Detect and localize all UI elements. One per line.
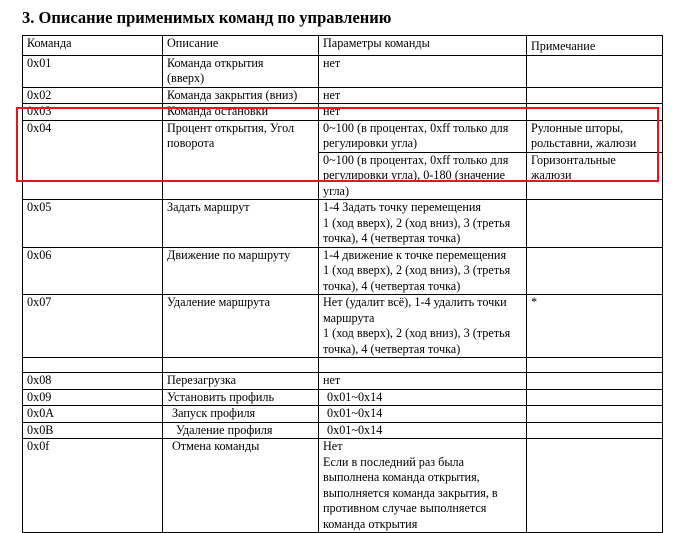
cell-description: Перезагрузка: [163, 373, 319, 390]
cell-note: [527, 55, 663, 87]
cell-note: [527, 439, 663, 533]
table-row: [23, 422, 663, 439]
cell-note: [527, 389, 663, 406]
cell-description: Процент открытия, Угол поворота: [163, 120, 319, 200]
table-row: [23, 358, 663, 373]
cell-command: 0x01: [23, 55, 163, 87]
cell-command: 0x06: [23, 247, 163, 295]
header-note: Примечание: [527, 36, 663, 56]
cell-parameters: нет: [319, 373, 527, 390]
cell-parameters: Нет (удалит всё), 1-4 удалить точки маршрута 1 (ход вверх), 2 (ход вниз), 3 (третья точка), 4 (четвертая точка): [319, 295, 527, 358]
cell-note: [527, 406, 663, 423]
table-header-row: [23, 36, 663, 56]
cell-note: Рулонные шторы, рольставни, жалюзи: [527, 120, 663, 152]
table-row: [23, 200, 663, 248]
cell-command: 0x0f: [23, 439, 163, 533]
table-row: [23, 406, 663, 423]
cell-command: 0x03: [23, 104, 163, 121]
table-row: [23, 373, 663, 390]
cell-parameters: 0x01~0x14: [319, 389, 527, 406]
table-row: [23, 55, 663, 87]
table-row: [23, 295, 663, 358]
table-row: [23, 104, 663, 121]
commands-table: [22, 35, 663, 533]
cell-command: [23, 358, 163, 373]
cell-parameters: [319, 358, 527, 373]
cell-description: Команда остановки: [163, 104, 319, 121]
cell-note: [527, 87, 663, 104]
cell-command: 0x08: [23, 373, 163, 390]
cell-description: Установить профиль: [163, 389, 319, 406]
cell-note: [527, 358, 663, 373]
cell-command: 0x02: [23, 87, 163, 104]
cell-description: Команда закрытия (вниз): [163, 87, 319, 104]
table-row: [23, 120, 663, 152]
cell-description: Запуск профиля: [163, 406, 319, 423]
cell-description: Задать маршрут: [163, 200, 319, 248]
cell-parameters: нет: [319, 104, 527, 121]
header-command: Команда: [23, 36, 163, 56]
cell-command: 0x07: [23, 295, 163, 358]
cell-description: [163, 358, 319, 373]
cell-parameters: 0x01~0x14: [319, 406, 527, 423]
cell-description: Отмена команды: [163, 439, 319, 533]
table-row: [23, 439, 663, 533]
cell-description: Движение по маршруту: [163, 247, 319, 295]
cell-parameters: Нет Если в последний раз была выполнена команда открытия, выполняется команда закрытия, в противном случае выполняется команда открытия: [319, 439, 527, 533]
section-heading: 3. Описание применимых команд по управлению: [22, 8, 392, 27]
cell-note: [527, 373, 663, 390]
cell-note: *: [527, 295, 663, 358]
cell-description: Удаление маршрута: [163, 295, 319, 358]
cell-command: 0x0A: [23, 406, 163, 423]
cell-parameters: 1-4 движение к точке перемещения 1 (ход вверх), 2 (ход вниз), 3 (третья точка), 4 (четвертая точка): [319, 247, 527, 295]
cell-note: [527, 422, 663, 439]
table-row: [23, 87, 663, 104]
cell-command: 0x04: [23, 120, 163, 200]
table-row: [23, 389, 663, 406]
cell-note: [527, 247, 663, 295]
cell-command: 0x05: [23, 200, 163, 248]
cell-note: Горизонтальные жалюзи: [527, 152, 663, 200]
cell-command: 0x09: [23, 389, 163, 406]
cell-description: Команда открытия (вверх): [163, 55, 319, 87]
table-row: [23, 247, 663, 295]
cell-note: [527, 104, 663, 121]
cell-parameters: 0~100 (в процентах, 0xff только для регулировки угла), 0-180 (значение угла): [319, 152, 527, 200]
cell-parameters: нет: [319, 55, 527, 87]
cell-parameters: 1-4 Задать точку перемещения 1 (ход вверх), 2 (ход вниз), 3 (третья точка), 4 (четвертая точка): [319, 200, 527, 248]
header-description: Описание: [163, 36, 319, 56]
cell-command: 0x0B: [23, 422, 163, 439]
header-parameters: Параметры команды: [319, 36, 527, 56]
cell-description: Удаление профиля: [163, 422, 319, 439]
cell-parameters: 0~100 (в процентах, 0xff только для регулировки угла): [319, 120, 527, 152]
cell-parameters: нет: [319, 87, 527, 104]
cell-parameters: 0x01~0x14: [319, 422, 527, 439]
cell-note: [527, 200, 663, 248]
